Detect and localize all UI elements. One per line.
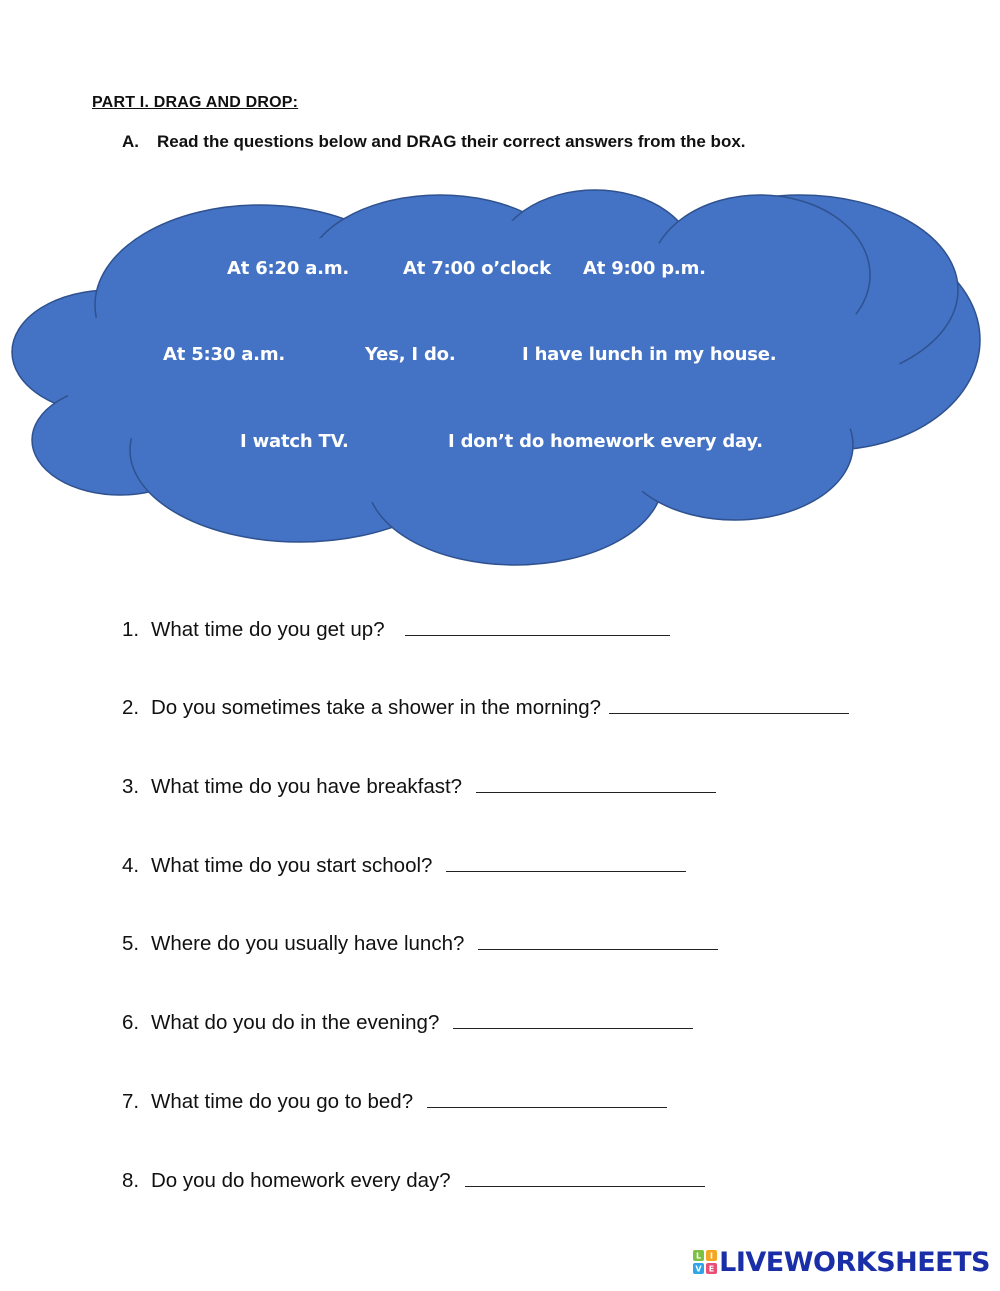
part-title: PART I. DRAG AND DROP:: [92, 94, 299, 111]
answer-drop-zone[interactable]: [446, 853, 686, 872]
badge-letter: I: [710, 1251, 714, 1261]
question-number: 3.: [122, 775, 140, 798]
answer-drop-zone[interactable]: [465, 1168, 705, 1187]
question-3: [122, 774, 716, 799]
logo-text: LIVEWORKSHEETS: [719, 1246, 990, 1278]
question-6: [122, 1010, 693, 1035]
question-text: What time do you have breakfast?: [151, 775, 463, 798]
answer-chip[interactable]: At 7:00 o’clock: [403, 258, 551, 279]
answer-drop-zone[interactable]: [453, 1010, 693, 1029]
badge-letter: V: [695, 1264, 702, 1274]
question-7: [122, 1089, 667, 1114]
answer-drop-zone[interactable]: [405, 617, 670, 636]
question-number: 5.: [122, 932, 140, 955]
question-text: Do you do homework every day?: [151, 1169, 451, 1192]
answer-chip[interactable]: Yes, I do.: [365, 344, 456, 365]
question-4: [122, 853, 686, 878]
question-text: Do you sometimes take a shower in the morning?: [151, 696, 602, 719]
question-1: [122, 617, 670, 642]
answer-chip[interactable]: At 9:00 p.m.: [583, 258, 706, 279]
answer-drop-zone[interactable]: [478, 931, 718, 950]
question-8: [122, 1168, 705, 1193]
instruction-text: Read the questions below and DRAG their correct answers from the box.: [157, 132, 746, 151]
answer-drop-zone[interactable]: [609, 695, 849, 714]
answer-bank-cloud: [0, 170, 1000, 570]
question-number: 2.: [122, 696, 140, 719]
answer-chip[interactable]: I don’t do homework every day.: [448, 431, 763, 452]
question-number: 8.: [122, 1169, 140, 1192]
answer-drop-zone[interactable]: [476, 774, 716, 793]
question-5: [122, 931, 718, 956]
liveworksheets-logo: [693, 1247, 990, 1277]
question-number: 6.: [122, 1011, 140, 1034]
badge-letter: L: [696, 1251, 702, 1261]
cloud-shape: [0, 170, 1000, 570]
question-number: 4.: [122, 854, 140, 877]
question-text: What time do you get up?: [151, 618, 385, 641]
question-text: Where do you usually have lunch?: [151, 932, 465, 955]
answer-drop-zone[interactable]: [427, 1089, 667, 1108]
answer-chip[interactable]: I have lunch in my house.: [522, 344, 777, 365]
question-2: [122, 695, 849, 720]
question-text: What do you do in the evening?: [151, 1011, 440, 1034]
answer-chip[interactable]: At 5:30 a.m.: [163, 344, 286, 365]
question-number: 7.: [122, 1090, 140, 1113]
liveworksheets-badge-icon: [693, 1250, 717, 1274]
question-text: What time do you start school?: [151, 854, 433, 877]
question-text: What time do you go to bed?: [151, 1090, 414, 1113]
instruction-label: A.: [122, 132, 139, 151]
answer-chip[interactable]: At 6:20 a.m.: [227, 258, 350, 279]
badge-letter: E: [708, 1264, 715, 1274]
answer-chip[interactable]: I watch TV.: [240, 431, 349, 452]
question-number: 1.: [122, 618, 140, 641]
